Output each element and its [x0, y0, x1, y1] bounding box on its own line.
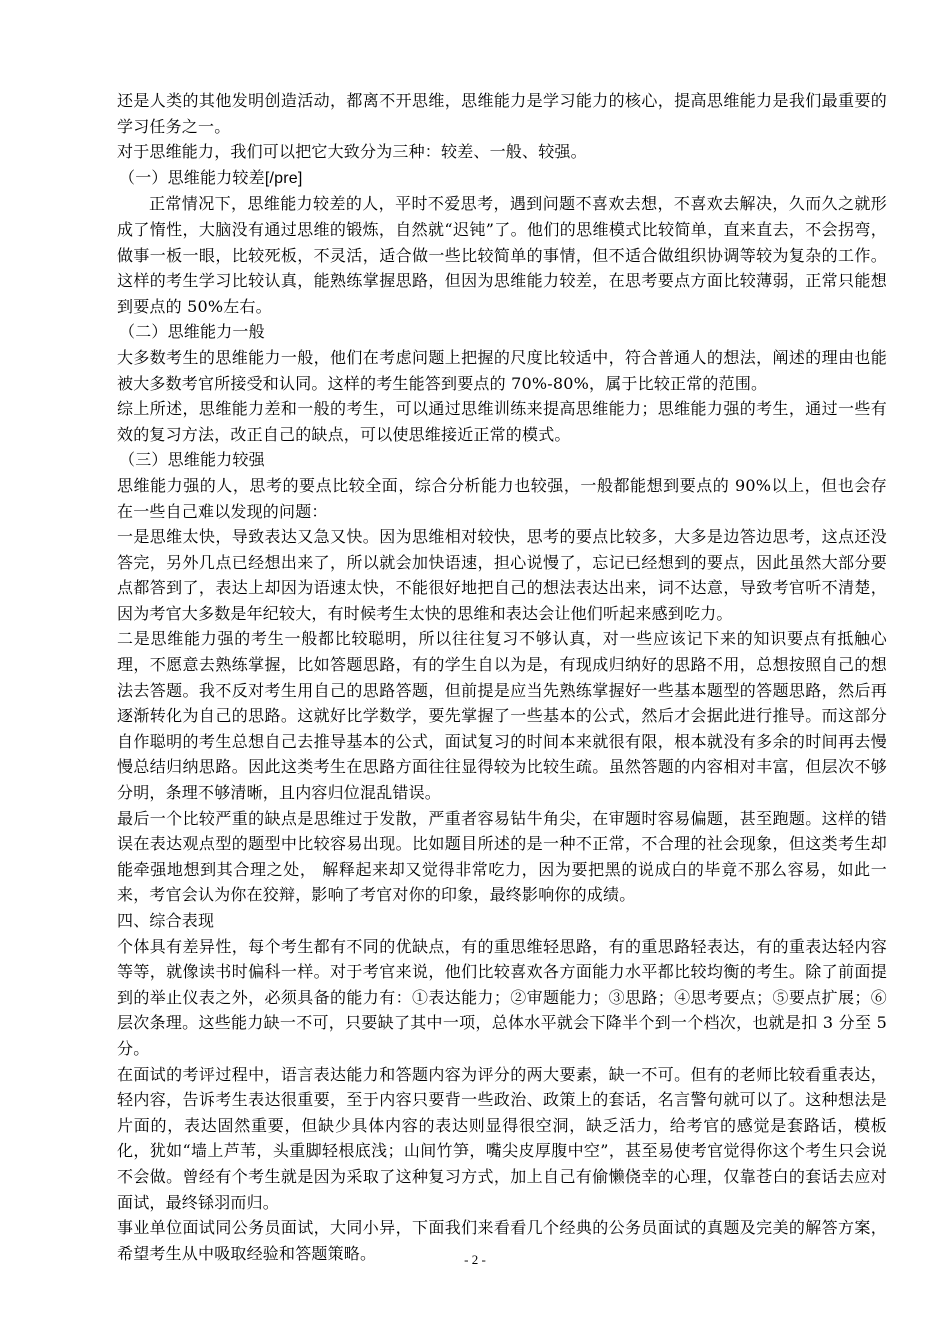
page-number: - 2 - [464, 1252, 486, 1267]
document-body [117, 88, 887, 1266]
section-heading: （三）思维能力较强 [119, 450, 265, 470]
paragraph: 事业单位面试同公务员面试，大同小异，下面我们来看看几个经典的公务员面试的真题及完美的解答方案，希望考生从中吸取经验和答题策略。 [117, 1218, 887, 1263]
paragraph: 对于思维能力，我们可以把它大致分为三种：较差、一般、较强。 [117, 142, 587, 162]
paragraph: 最后一个比较严重的缺点是思维过于发散，严重者容易钻牛角尖，在审题时容易偏题，甚至跑题。这样的错误在表达观点型的题型中比较容易出现。比如题目所述的是一种不正常，不合理的社会现象，但这类考生却能牵强地想到其合理之处， 解释起来却又觉得非常吃力，因为要把黑的说成白的毕竟不那么容易，如此一来，考官会认为你在狡辩，影响了考官对你的印象，最终影响你的成绩。 [117, 808, 887, 905]
paragraph: 大多数考生的思维能力一般，他们在考虑问题上把握的尺度比较适中，符合普通人的想法，阐述的理由也能被大多数考官所接受和认同。这样的考生能答到要点的 70%-80%，属于比较正常的范围。 [117, 347, 887, 393]
paragraph: 思维能力强的人，思考的要点比较全面，综合分析能力也较强，一般都能想到要点的 90%以上，但也会存在一些自己难以发现的问题： [117, 475, 887, 521]
paragraph: 综上所述，思维能力差和一般的考生，可以通过思维训练来提高思维能力；思维能力强的考生，通过一些有效的复习方法，改正自己的缺点，可以使思维接近正常的模式。 [117, 399, 887, 444]
section-heading [117, 165, 887, 192]
paragraph: 在面试的考评过程中，语言表达能力和答题内容为评分的两大要素，缺一不可。但有的老师比较看重表达，轻内容，告诉考生表达很重要，至于内容只要背一些政治、政策上的套话，名言警句就可以了。这种想法是片面的，表达固然重要，但缺少具体内容的表达则显得很空洞，缺乏活力，给考官的感觉是套路话，模板化，犹如“墙上芦苇，头重脚轻根底浅；山间竹笋，嘴尖皮厚腹中空”，甚至易使考官觉得你这个考生只会说不会做。曾经有个考生就是因为采取了这种复习方式，加上自己有偷懒侥幸的心理，仅靠苍白的套话去应对面试，最终铩羽而归。 [117, 1064, 887, 1212]
paragraph: 一是思维太快，导致表达又急又快。因为思维相对较快，思考的要点比较多，大多是边答边思考，这点还没答完，另外几点已经想出来了，所以就会加快语速，担心说慢了，忘记已经想到的要点，因此虽然大部分要点都答到了，表达上却因为语速太快，不能很好地把自己的想法表达出来，词不达意，导致考官听不清楚，因为考官大多数是年纪较大，有时候考生太快的思维和表达会让他们听起来感到吃力。 [117, 527, 887, 623]
section-heading-text: （一）思维能力较差 [119, 167, 265, 187]
paragraph: 二是思维能力强的考生一般都比较聪明，所以往往复习不够认真，对一些应该记下来的知识要点有抵触心理，不愿意去熟练掌握，比如答题思路，有的学生自以为是，有现成归纳好的思路不用，总想按照自己的想法去答题。我不反对考生用自己的思路答题，但前提是应当先熟练掌握好一些基本题型的答题思路，然后再逐渐转化为自己的思路。这就好比学数学，要先掌握了一些基本的公式，然后才会据此进行推导。而这部分自作聪明的考生总想自己去推导基本的公式，面试复习的时间本来就很有限，根本就没有多余的时间再去慢慢总结归纳思路。因此这类考生在思路方面往往显得较为比较生疏。虽然答题的内容相对丰富，但层次不够分明，条理不够清晰，且内容归位混乱错误。 [117, 629, 887, 803]
section-heading: （二）思维能力一般 [119, 322, 265, 342]
section-heading: 四、综合表现 [117, 911, 215, 930]
markup-artifact: [/pre] [264, 169, 303, 187]
paragraph: 还是人类的其他发明创造活动，都离不开思维，思维能力是学习能力的核心，提高思维能力是我们最重要的学习任务之一。 [117, 91, 887, 136]
paragraph: 正常情况下，思维能力较差的人，平时不爱思考，遇到问题不喜欢去想，不喜欢去解决，久而久之就形成了惰性，大脑没有通过思维的锻炼，自然就“迟钝”了。他们的思维模式比较简单，直来直去，不会拐弯，做事一板一眼，比较死板，不灵活，适合做一些比较简单的事情，但不适合做组织协调等较为复杂的工作。这样的考生学习比较认真，能熟练掌握思路，但因为思维能力较差，在思考要点方面比较薄弱，正常只能想到要点的 50%左右。 [117, 194, 887, 316]
paragraph: 个体具有差异性，每个考生都有不同的优缺点，有的重思维轻思路，有的重思路轻表达，有的重表达轻内容等等，就像读书时偏科一样。对于考官来说，他们比较喜欢各方面能力水平都比较均衡的考生。除了前面提到的举止仪表之外，必须具备的能力有：①表达能力；②审题能力；③思路；④思考要点；⑤要点扩展；⑥层次条理。这些能力缺一不可，只要缺了其中一项，总体水平就会下降半个到一个档次，也就是扣 3 分至 5 分。 [117, 936, 887, 1058]
